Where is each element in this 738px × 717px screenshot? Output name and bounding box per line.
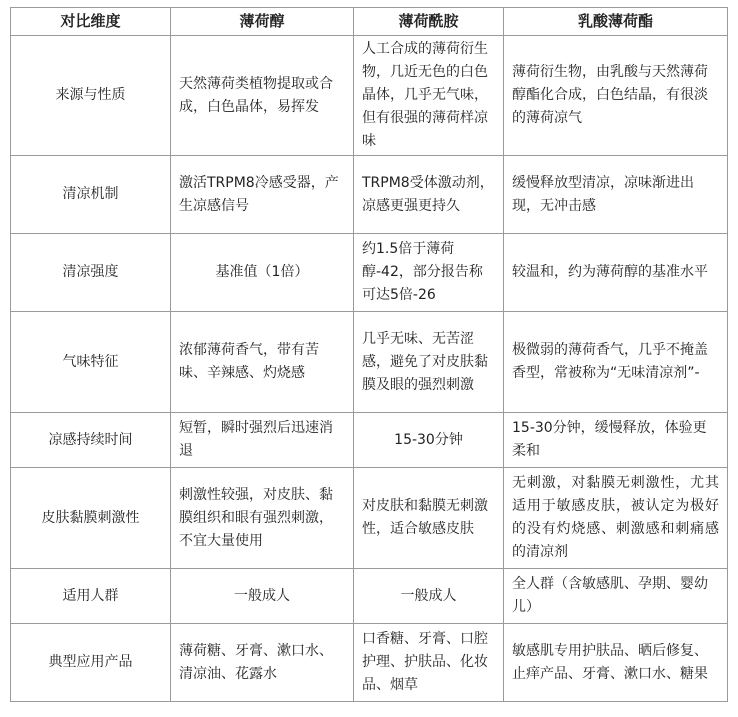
- lactate-cell: 敏感肌专用护肤品、晒后修复、止痒产品、牙膏、漱口水、糖果: [504, 624, 728, 702]
- lactate-cell: 15-30分钟，缓慢释放，体验更柔和: [504, 413, 728, 468]
- row-label: 来源与性质: [11, 36, 171, 156]
- table-row: [11, 156, 728, 234]
- menthol-cell: 一般成人: [171, 569, 354, 624]
- carboxamide-cell: 15-30分钟: [354, 413, 504, 468]
- header-row: [11, 8, 728, 36]
- carboxamide-cell: TRPM8受体激动剂，凉感更强更持久: [354, 156, 504, 234]
- table-row: [11, 234, 728, 312]
- row-label: 皮肤黏膜刺激性: [11, 468, 171, 569]
- lactate-cell: 较温和，约为薄荷醇的基准水平: [504, 234, 728, 312]
- menthol-cell: 薄荷糖、牙膏、漱口水、清凉油、花露水: [171, 624, 354, 702]
- lactate-cell: 全人群（含敏感肌、孕期、婴幼儿）: [504, 569, 728, 624]
- menthol-cell: 天然薄荷类植物提取或合成，白色晶体，易挥发: [171, 36, 354, 156]
- lactate-cell: 无刺激，对黏膜无刺激性，尤其适用于敏感皮肤，被认定为极好的没有灼烧感、刺激感和刺痛感的清凉剂: [504, 468, 728, 569]
- row-label: 适用人群: [11, 569, 171, 624]
- row-label: 凉感持续时间: [11, 413, 171, 468]
- carboxamide-cell: 对皮肤和黏膜无刺激性，适合敏感皮肤: [354, 468, 504, 569]
- table-row: [11, 624, 728, 702]
- table-row: [11, 36, 728, 156]
- row-label: 清凉强度: [11, 234, 171, 312]
- carboxamide-cell: 几乎无味、无苦涩感，避免了对皮肤黏膜及眼的强烈刺激: [354, 312, 504, 413]
- menthol-cell: 基准值（1倍）: [171, 234, 354, 312]
- carboxamide-cell: 约1.5倍于薄荷醇-42，部分报告称可达5倍-26: [354, 234, 504, 312]
- header-dimension: 对比维度: [11, 8, 171, 36]
- menthol-cell: 短暂，瞬时强烈后迅速消退: [171, 413, 354, 468]
- row-label: 典型应用产品: [11, 624, 171, 702]
- table-row: [11, 413, 728, 468]
- table-row: [11, 468, 728, 569]
- menthol-cell: 浓郁薄荷香气，带有苦味、辛辣感、灼烧感: [171, 312, 354, 413]
- header-menthane-carboxamide: 薄荷酰胺: [354, 8, 504, 36]
- menthol-cell: 激活TRPM8冷感受器，产生凉感信号: [171, 156, 354, 234]
- lactate-cell: 缓慢释放型清凉，凉味渐进出现，无冲击感: [504, 156, 728, 234]
- row-label: 清凉机制: [11, 156, 171, 234]
- header-menthol: 薄荷醇: [171, 8, 354, 36]
- lactate-cell: 薄荷衍生物，由乳酸与天然薄荷醇酯化合成，白色结晶，有很淡的薄荷凉气: [504, 36, 728, 156]
- row-label: 气味特征: [11, 312, 171, 413]
- menthol-cell: 刺激性较强，对皮肤、黏膜组织和眼有强烈刺激，不宜大量使用: [171, 468, 354, 569]
- comparison-table: [10, 7, 728, 702]
- carboxamide-cell: 一般成人: [354, 569, 504, 624]
- carboxamide-cell: 口香糖、牙膏、口腔护理、护肤品、化妆品、烟草: [354, 624, 504, 702]
- table-row: [11, 312, 728, 413]
- table-row: [11, 569, 728, 624]
- header-menthyl-lactate: 乳酸薄荷酯: [504, 8, 728, 36]
- lactate-cell: 极微弱的薄荷香气，几乎不掩盖香型，常被称为“无味清凉剂”-: [504, 312, 728, 413]
- carboxamide-cell: 人工合成的薄荷衍生物，几近无色的白色晶体，几乎无气味，但有很强的薄荷样凉味: [354, 36, 504, 156]
